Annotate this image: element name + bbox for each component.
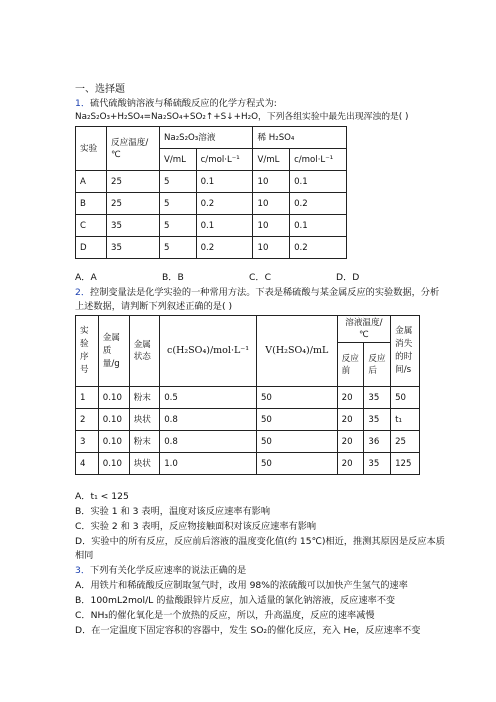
q2-table-cell: 20 [337,431,364,453]
q2-table-cell: 0.5 [160,387,257,409]
q2-table-cell: 20 [337,453,364,475]
q2-option-d-cont: 相同 [75,550,94,561]
q3-option-c[interactable]: C．NH₃的催化氧化是一个放热的反应，所以，升高温度，反应的速率减慢 [75,610,375,621]
q1-equation: Na₂S₂O₃+H₂SO₄=Na₂SO₄+SO₂↑+S↓+H₂O，下列各组实验中最先出现浑浊的是( ) [75,112,409,122]
q2-option-b[interactable]: B．实验 1 和 3 表明，温度对该反应速率有影响 [75,506,271,517]
q1-table-cell: 10 [253,237,290,259]
q1-stem [75,97,277,110]
q1-table-cell: 0.1 [290,215,347,237]
q1-table [75,126,347,259]
q1-table-row [76,215,347,237]
q2-table [75,315,420,475]
q2-header-concentration: c(H₂SO₄)/mol·L⁻¹ [160,316,257,387]
q1-table-cell: 5 [160,171,197,193]
q1-option-b[interactable]: B．B [162,272,184,283]
q2-table-cell: 50 [256,387,337,409]
q3-option-d[interactable]: D．在一定温度下固定容积的容器中，发生 SO₂的催化反应，充入 He，反应速率不变 [75,625,421,636]
q1-table-cell: 10 [253,171,290,193]
q2-header-time: 金属消失的时间/s [391,316,420,387]
q1-header-h2so4: 稀 H₂SO₄ [253,127,347,149]
q2-table-cell: 35 [364,387,391,409]
q1-table-cell: 0.1 [196,215,253,237]
q3-option-a[interactable]: A．用铁片和稀硫酸反应制取氢气时，改用 98%的浓硫酸可以加快产生氢气的速率 [75,580,408,591]
q2-table-cell: 0.8 [160,431,257,453]
q1-table-cell: 0.2 [196,193,253,215]
q1-table-cell: D [76,237,107,259]
q1-table-cell: 10 [253,193,290,215]
q2-table-row [76,409,420,431]
q2-table-cell: 3 [76,431,99,453]
q1-table-cell: 0.2 [196,237,253,259]
q2-table-cell: t₁ [391,409,420,431]
q1-table-cell: 25 [107,171,160,193]
q1-table-cell: 5 [160,237,197,259]
q1-table-cell: C [76,215,107,237]
q2-table-row [76,387,420,409]
q2-table-cell: 0.10 [98,387,129,409]
q1-option-d[interactable]: D．D [336,272,360,283]
q2-header-volume: V(H₂SO₄)/mL [256,316,337,387]
q2-table-cell: 4 [76,453,99,475]
q1-header-v2: V/mL [253,149,290,171]
q1-header-na2s2o3: Na₂S₂O₃溶液 [160,127,253,149]
q2-table-cell: 1 [76,387,99,409]
q3-stem-text: 下列有关化学反应速率的说法正确的是 [90,565,247,576]
section-title: 一、选择题 [75,84,125,95]
q2-table-cell: 36 [364,431,391,453]
q2-table-cell: 0.10 [98,409,129,431]
q2-stem-line1 [75,286,439,299]
q1-table-cell: 25 [107,193,160,215]
q3-option-b[interactable]: B．100mL2mol/L 的盐酸跟锌片反应，加入适量的氯化钠溶液，反应速率不变 [75,595,396,606]
q2-option-a[interactable]: A．t₁ < 125 [75,491,129,502]
q2-table-cell: 块状 [129,453,160,475]
q1-table-cell: 5 [160,215,197,237]
q2-table-cell: 50 [256,453,337,475]
q2-table-cell: 0.8 [160,409,257,431]
q1-table-cell: 0.1 [290,171,347,193]
q2-table-cell: 35 [364,409,391,431]
q2-option-d[interactable]: D．实验中的所有反应，反应前后溶液的温度变化值(约 15℃)相近，推测其原因是反应本质 [75,536,445,547]
q2-table-cell: 35 [364,453,391,475]
q2-table-cell: 0.10 [98,431,129,453]
q2-table-cell: 粉末 [129,387,160,409]
q2-option-c[interactable]: C．实验 2 和 3 表明，反应物接触面积对该反应速率有影响 [75,521,317,532]
q2-table-cell: 25 [391,431,420,453]
q1-option-c[interactable]: C．C [249,272,272,283]
q2-table-cell: 1.0 [160,453,257,475]
q1-number: 1． [75,98,91,109]
q2-table-cell: 20 [337,409,364,431]
q1-table-cell: 10 [253,215,290,237]
q1-header-temp: 反应温度/℃ [107,127,160,171]
q2-table-cell: 50 [256,409,337,431]
q2-table-cell: 50 [391,387,420,409]
q1-table-row [76,193,347,215]
q1-table-row [76,171,347,193]
q1-table-cell: 35 [107,237,160,259]
q2-table-cell: 粉末 [129,431,160,453]
q1-header-c2: c/mol·L⁻¹ [290,149,347,171]
q1-header-c1: c/mol·L⁻¹ [196,149,253,171]
q2-header-after: 反应后 [364,343,391,387]
q2-header-state: 金属状态 [129,316,160,387]
q2-table-cell: 2 [76,409,99,431]
q1-table-cell: A [76,171,107,193]
q1-table-cell: 35 [107,215,160,237]
q1-table-row [76,237,347,259]
q2-header-temp: 溶液温度/℃ [337,316,390,343]
q2-header-mass: 金属质量/g [98,316,129,387]
q2-table-cell: 125 [391,453,420,475]
q2-table-row [76,431,420,453]
q1-table-cell: 0.1 [196,171,253,193]
q2-table-cell: 块状 [129,409,160,431]
q1-header-v1: V/mL [160,149,197,171]
q2-stem-text: 控制变量法是化学实验的一种常用方法。下表是稀硫酸与某金属反应的实验数据，分析 [90,287,440,298]
q2-table-row [76,453,420,475]
q2-stem-line2: 上述数据，请判断下列叙述正确的是( ) [75,301,233,312]
q1-table-cell: B [76,193,107,215]
q2-header-before: 反应前 [337,343,364,387]
q1-header-exp: 实验 [76,127,107,171]
q1-stem-text: 硫代硫酸钠溶液与稀硫酸反应的化学方程式为: [90,98,277,109]
q2-table-cell: 50 [256,431,337,453]
q2-number: 2． [75,287,91,298]
q3-stem [75,564,246,577]
q1-table-cell: 0.2 [290,193,347,215]
q1-option-a[interactable]: A．A [75,272,97,283]
q3-number: 3． [75,565,91,576]
q2-table-cell: 20 [337,387,364,409]
q1-table-cell: 0.2 [290,237,347,259]
q2-header-exp: 实验序号 [76,316,99,387]
q2-table-cell: 0.10 [98,453,129,475]
q1-table-cell: 5 [160,193,197,215]
